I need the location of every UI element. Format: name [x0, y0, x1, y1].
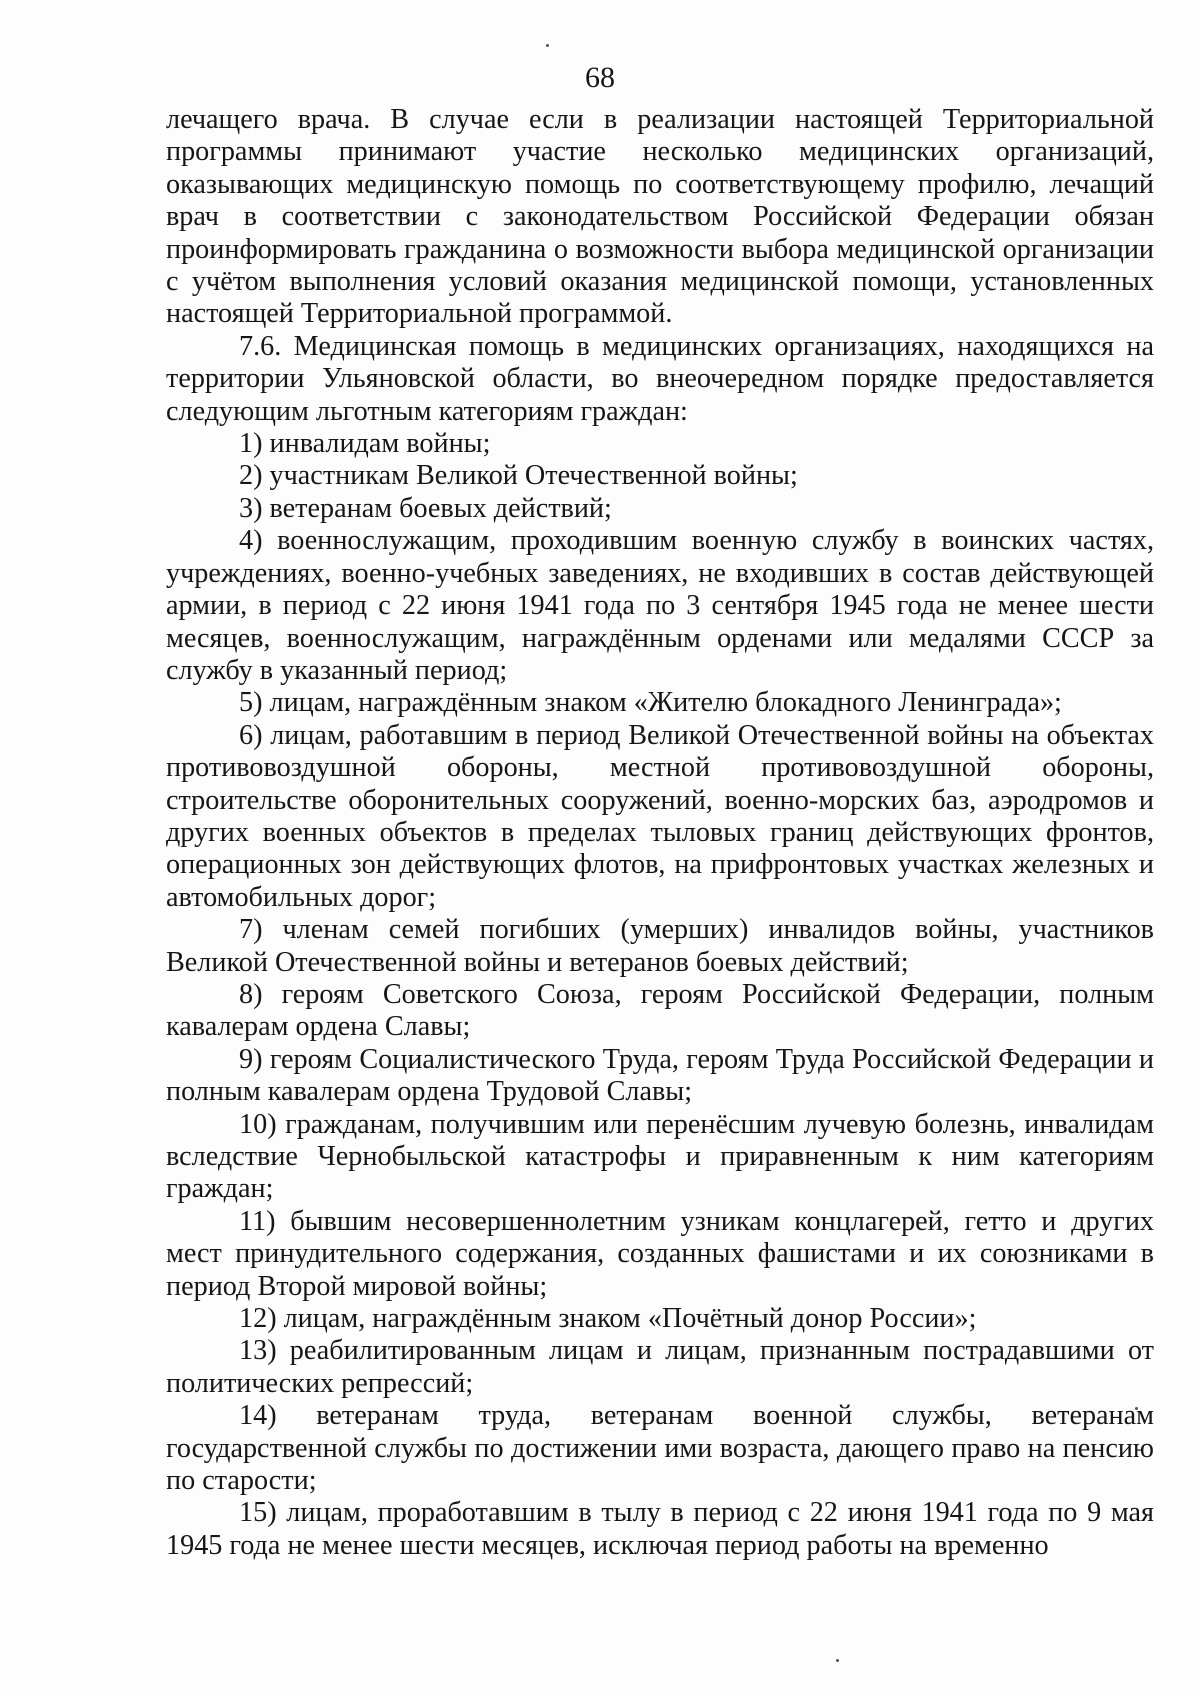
list-item-11: 11) бывшим несовершеннолетним узникам концлагерей, гетто и других мест принудительного содержания, созданных фашистами и их союзниками в период Второй мировой войны;	[166, 1205, 1154, 1302]
list-item-4: 4) военнослужащим, проходившим военную службу в воинских частях, учреждениях, военно-учебных заведениях, не входивших в состав действующей армии, в период с 22 июня 1941 года по 3 сентября 1945 года не менее шести месяцев, военнослужащим, награждённым орденами или медалями СССР за службу в указанный период;	[166, 525, 1154, 686]
list-item-8: 8) героям Советского Союза, героям Российской Федерации, полным кавалерам ордена Славы;	[166, 978, 1154, 1043]
list-item-9: 9) героям Социалистического Труда, героям Труда Российской Федерации и полным кавалерам ордена Трудовой Славы;	[166, 1043, 1154, 1108]
list-item-5: 5) лицам, награждённым знаком «Жителю блокадного Ленинграда»;	[239, 687, 1062, 719]
list-item-13: 13) реабилитированным лицам и лицам, признанным пострадавшими от политических репрессий;	[166, 1335, 1154, 1399]
scan-speck	[836, 1659, 839, 1662]
list-item-15: 15) лицам, проработавшим в тылу в период с 22 июня 1941 года по 9 мая 1945 года не менее шести месяцев, исключая период работы на временно	[166, 1497, 1154, 1561]
list-item-12: 12) лицам, награждённым знаком «Почётный донор России»;	[239, 1303, 977, 1335]
list-item-3: 3) ветеранам боевых действий;	[239, 492, 612, 524]
list-item-1: 1) инвалидам войны;	[239, 428, 491, 460]
list-item-2: 2) участникам Великой Отечественной войны;	[239, 460, 798, 492]
paragraph-section-7-6: 7.6. Медицинская помощь в медицинских организациях, находящихся на территории Ульяновской области, во внеочередном порядке предоставляется следующим льготным категориям граждан:	[166, 330, 1154, 427]
document-body	[166, 104, 1154, 1562]
list-item-7: 7) членам семей погибших (умерших) инвалидов войны, участников Великой Отечественной войны и ветеранов боевых действий;	[166, 914, 1154, 978]
list-item-14: 14) ветеранам труда, ветеранам военной службы, ветеранам государственной службы по достижении ими возраста, дающего право на пенсию по старости;	[166, 1400, 1154, 1497]
scan-speck	[546, 44, 549, 47]
page-number: 68	[585, 61, 615, 94]
list-item-6: 6) лицам, работавшим в период Великой Отечественной войны на объектах противовоздушной обороны, местной противовоздушной обороны, строительстве оборонительных сооружений, военно-морских баз, аэродромов и других военных объектов в пределах тыловых границ действующих фронтов, операционных зон действующих флотов, на прифронтовых участках железных и автомобильных дорог;	[166, 719, 1154, 913]
list-item-10: 10) гражданам, получившим или перенёсшим лучевую болезнь, инвалидам вследствие Чернобыльской катастрофы и приравненным к ним категориям граждан;	[166, 1108, 1154, 1205]
paragraph-continuation: лечащего врача. В случае если в реализации настоящей Территориальной программы принимают участие несколько медицинских организаций, оказывающих медицинскую помощь по соответствующему профилю, лечащий врач в соответствии с законодательством Российской Федерации обязан проинформировать гражданина о возможности выбора медицинской организации с учётом выполнения условий оказания медицинской помощи, установленных настоящей Территориальной программой.	[166, 104, 1154, 330]
